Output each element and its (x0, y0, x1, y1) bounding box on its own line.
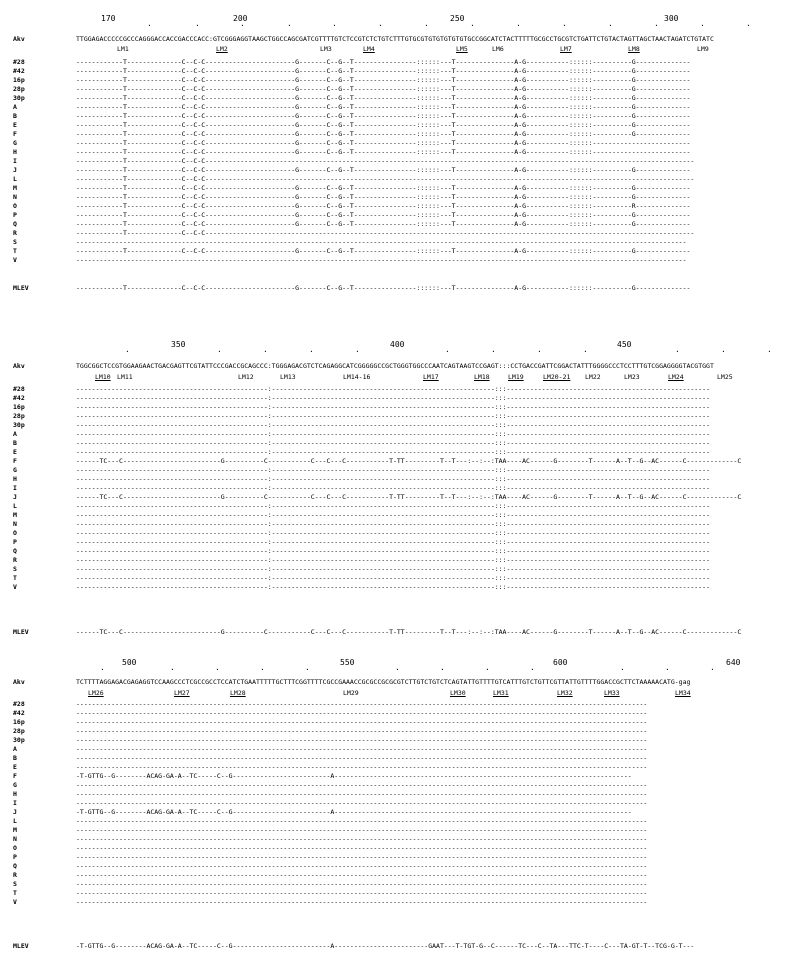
lm-label: LM17 (423, 373, 439, 381)
isolate-sequence: -------------------------------------------------:---------------------------------------------------------:::---------------------------------------------------- (76, 502, 710, 510)
position-250: 250 (450, 14, 465, 23)
isolate-label: O (13, 844, 17, 852)
isolate-sequence: -------------------------------------------------------------------------------------------------------------------------------------------------- (76, 736, 648, 744)
isolate-label: T (13, 574, 17, 582)
isolate-label: E (13, 121, 17, 129)
isolate-sequence: ------------T--------------C--C-C-----------------------G-------C--G--T----------------::::::---T---------------A-G-----------::::::----------G-------------- (76, 67, 691, 75)
tick-dot: · (332, 21, 337, 30)
isolate-label: F (13, 130, 17, 138)
isolate-label: J (13, 493, 17, 501)
isolate-label: M (13, 826, 17, 834)
isolate-sequence: -------------------------------------------------------------------------------------------------------------------------------------------------- (76, 835, 648, 843)
lm-label: LM33 (604, 689, 620, 697)
tick-dot: · (746, 21, 751, 30)
tick-dot: · (562, 21, 567, 30)
isolate-sequence: -------------------------------------------------------------------------------------------------------------------------------------------------- (76, 826, 648, 834)
isolate-label: E (13, 448, 17, 456)
tick-dot: · (700, 21, 705, 30)
tick-dot: · (537, 347, 542, 356)
tick-dot: · (485, 665, 490, 674)
tick-dot: · (516, 21, 521, 30)
isolate-label: B (13, 439, 17, 447)
isolate-sequence: ------------T--------------C--C-C-----------------------G-------C--G--T----------------::::::---T---------------A-G-----------::::::----------G-------------- (76, 193, 691, 201)
isolate-label: L (13, 175, 17, 183)
alignment-block-1 (0, 0, 800, 320)
tick-dot: · (470, 21, 475, 30)
position-550: 550 (340, 658, 355, 667)
isolate-sequence: -------------------------------------------------------------------------------------------------------------------------------------------------- (76, 763, 648, 771)
isolate-label: S (13, 238, 17, 246)
tick-dot: · (424, 21, 429, 30)
isolate-label: S (13, 565, 17, 573)
isolate-sequence: -------------------------------------------------------------------------------------------------------------------------------------------------- (76, 754, 648, 762)
isolate-label: P (13, 211, 17, 219)
tick-dot: · (100, 665, 105, 674)
tick-dot: · (721, 347, 726, 356)
lm-label: LM32 (557, 689, 573, 697)
isolate-label: L (13, 817, 17, 825)
tick-dot: · (445, 347, 450, 356)
mlev-sequence: -T-GTTG--G--------ACAG-GA-A--TC-----C--G-------------------------A------------------------GAAT---T-TGT-G--C------TC---C--TA---TTC-T----C---TA-GT-T--TCG-G-T--- (76, 942, 695, 950)
tick-dot: · (583, 347, 588, 356)
isolate-sequence: -------------------------------------------------------------------------------------------------------------------------------------------------- (76, 880, 648, 888)
isolate-sequence: ------------T--------------C--C-C-----------------------G-------C--G--T----------------::::::---T---------------A-G-----------::::::------------------------- (76, 148, 691, 156)
isolate-label: B (13, 112, 17, 120)
mlev-label: MLEV (13, 628, 29, 636)
isolate-label: I (13, 484, 17, 492)
isolate-label: O (13, 202, 17, 210)
isolate-label: Q (13, 547, 17, 555)
isolate-label: N (13, 520, 17, 528)
tick-dot: · (378, 21, 383, 30)
isolate-sequence: -T-GTTG--G--------ACAG-GA-A--TC-----C--G-------------------------A---------------------------------------------------------------------------- (76, 808, 632, 816)
isolate-sequence: ------------T--------------C--C-C-----------------------G-------C--G--T----------------::::::---T---------------A-G-----------::::::----------G-------------- (76, 247, 691, 255)
tick-dot: · (665, 665, 670, 674)
isolate-sequence: ------------T--------------C--C-C-----------------------G-------C--G--T----------------::::::---T---------------A-G-----------::::::----------G-------------- (76, 130, 691, 138)
isolate-sequence: ------------T--------------C--C-C-----------------------G-------C--G--T----------------::::::---T---------------A-G-----------::::::----------R-------------- (76, 202, 691, 210)
lm-label: LM7 (560, 45, 572, 53)
lm-label: LM20-21 (543, 373, 571, 381)
lm-label: LM29 (343, 689, 359, 697)
lm-label: LM23 (624, 373, 640, 381)
tick-dot: · (170, 665, 175, 674)
isolate-label: #42 (13, 709, 25, 717)
lm-label: LM27 (174, 689, 190, 697)
isolate-label: V (13, 583, 17, 591)
isolate-sequence: -------------------------------------------------:---------------------------------------------------------:::---------------------------------------------------- (76, 574, 710, 582)
lm-label: LM9 (697, 45, 709, 53)
isolate-label: G (13, 781, 17, 789)
mlev-label: MLEV (13, 284, 29, 292)
isolate-sequence: ------------T--------------C--C-C-----------------------G-------C--G--T----------------::::::---T---------------A-G-----------::::::----------G-------------- (76, 58, 691, 66)
tick-dot: · (125, 347, 130, 356)
isolate-sequence: -------------------------------------------------------------------------------------------------------------------------------------------------- (76, 853, 648, 861)
lm-label: LM30 (450, 689, 466, 697)
isolate-sequence: ------TC---C-------------------------G----------C-----------C---C---C-----------T-TT---------T--T---:--:--:TAA----AC------G--------T------A--T--G--AC------C-------------C (76, 457, 742, 465)
isolate-sequence: -------------------------------------------------------------------------------------------------------------------------------------------------- (76, 898, 648, 906)
lm-label: LM13 (280, 373, 296, 381)
isolate-sequence: -------------------------------------------------------------------------------------------------------------------------------------------------- (76, 799, 648, 807)
isolate-sequence: -------------------------------------------------------------------------------------------------------------------------------------------------- (76, 871, 648, 879)
isolate-sequence: -------------------------------------------------:---------------------------------------------------------:::---------------------------------------------------- (76, 448, 710, 456)
isolate-label: V (13, 898, 17, 906)
alignment-block-2 (0, 320, 800, 640)
isolate-label: O (13, 529, 17, 537)
isolate-label: 30p (13, 421, 25, 429)
position-450: 450 (617, 340, 632, 349)
lm-label: LM34 (675, 689, 691, 697)
isolate-label: B (13, 754, 17, 762)
reference-sequence: TCTTTTAGGAGACGAGAGGTCCAAGCCCTCGCCGCCTCCATCTGAATTTTTGCTTTCGGTTTTCGCCGAAACCGCGCCGCGCGTCTTGTCTGTCTCAGTATTGTTTTGTCATTTGTCTGTTCGTTATTGTTTTGGACCGCTTCTAAAAACATG-gag (76, 678, 691, 686)
isolate-sequence: -------------------------------------------------------------------------------------------------------------------------------------------------- (76, 844, 648, 852)
isolate-sequence: ------------T--------------C--C-C-----------------------G-------C--G--T----------------::::::---T---------------A-G-----------::::::----------G-------------- (76, 103, 691, 111)
alignment-block-3 (0, 640, 800, 960)
isolate-sequence: -------------------------------------------------:---------------------------------------------------------:::---------------------------------------------------- (76, 538, 710, 546)
isolate-sequence: ------------T--------------C--C-C-----------------------G-------C--G--T----------------::::::---T---------------A-G-----------::::::----------G-------------- (76, 112, 691, 120)
isolate-label: F (13, 772, 17, 780)
isolate-label: 30p (13, 94, 25, 102)
isolate-label: 28p (13, 727, 25, 735)
isolate-sequence: -------------------------------------------------:---------------------------------------------------------:::---------------------------------------------------- (76, 394, 710, 402)
isolate-sequence: ------------T--------------C--C-C-----------------------G-------C--G--T----------------::::::---T---------------A-G-----------::::::----------G-------------- (76, 211, 691, 219)
lm-label: LM10 (95, 373, 111, 381)
isolate-sequence: -------------------------------------------------:---------------------------------------------------------:::---------------------------------------------------- (76, 403, 710, 411)
lm-label: LM6 (492, 45, 504, 53)
isolate-sequence: -------------------------------------------------:---------------------------------------------------------:::---------------------------------------------------- (76, 412, 710, 420)
mlev-sequence: ------TC---C-------------------------G----------C-----------C---C---C-----------T-TT---------T--T---:--:--:TAA----AC------G--------T------A--T--G--AC------C-------------C (76, 628, 742, 636)
isolate-label: E (13, 763, 17, 771)
tick-dot: · (530, 665, 535, 674)
tick-dot: · (309, 347, 314, 356)
isolate-sequence: ------------T--------------C--C-C----------------------------------------------------------------------------------------------------------------------------- (76, 157, 695, 165)
reference-label: Akv (13, 362, 25, 370)
isolate-label: #42 (13, 67, 25, 75)
isolate-sequence: -------------------------------------------------------------------------------------------------------------------------------------------------- (76, 718, 648, 726)
isolate-label: #28 (13, 385, 25, 393)
isolate-label: A (13, 430, 17, 438)
isolate-sequence: -------------------------------------------------:---------------------------------------------------------:::---------------------------------------------------- (76, 520, 710, 528)
isolate-label: N (13, 193, 17, 201)
tick-dot: · (440, 665, 445, 674)
lm-label: LM26 (88, 689, 104, 697)
isolate-sequence: ------------T--------------C--C-C-----------------------G-------C--G--T----------------::::::---T---------------A-G-----------::::::------------------------- (76, 139, 691, 147)
isolate-label: R (13, 556, 17, 564)
tick-dot: · (287, 21, 292, 30)
position-400: 400 (390, 340, 405, 349)
isolate-sequence: -------------------------------------------------:---------------------------------------------------------:::---------------------------------------------------- (76, 439, 710, 447)
isolate-label: F (13, 457, 17, 465)
isolate-sequence: ------------------------------------------------------------------------------------------------------------------------------------------------------------ (76, 256, 687, 264)
lm-label: LM4 (363, 45, 375, 53)
tick-dot: · (710, 665, 715, 674)
isolate-label: 16p (13, 718, 25, 726)
isolate-label: P (13, 538, 17, 546)
isolate-label: Q (13, 862, 17, 870)
tick-dot: · (491, 347, 496, 356)
isolate-label: M (13, 184, 17, 192)
lm-label: LM1 (117, 45, 129, 53)
isolate-sequence: ------------T--------------C--C-C-----------------------G-------C--G--T----------------::::::---T---------------A-G-----------::::::----------G-------------- (76, 184, 691, 192)
isolate-sequence: -------------------------------------------------:---------------------------------------------------------:::---------------------------------------------------- (76, 565, 710, 573)
reference-sequence: TGGCGGCTCCGTGGAAGAACTGACGAGTTCGTATTCCCGACCGCAGCCC:TGGGAGACGTCTCAGAGGCATCGGGGGCCGCTGGGTGGCCCAATCAGTAAGTCCGAGT:::CCTGACCGATTCGGACTATTTGGGGCCCTCCTTTGTCGGAGGGGTACGTGGT (76, 362, 714, 370)
isolate-sequence: -------------------------------------------------:---------------------------------------------------------:::---------------------------------------------------- (76, 556, 710, 564)
isolate-label: V (13, 256, 17, 264)
isolate-label: P (13, 853, 17, 861)
isolate-label: M (13, 511, 17, 519)
isolate-label: #42 (13, 394, 25, 402)
lm-label: LM24 (668, 373, 684, 381)
isolate-label: R (13, 871, 17, 879)
reference-label: Akv (13, 35, 25, 43)
isolate-label: N (13, 835, 17, 843)
isolate-label: 16p (13, 76, 25, 84)
reference-label: Akv (13, 678, 25, 686)
isolate-sequence: -------------------------------------------------:---------------------------------------------------------:::---------------------------------------------------- (76, 583, 710, 591)
tick-dot: · (620, 665, 625, 674)
lm-label: LM11 (117, 373, 133, 381)
isolate-sequence: -------------------------------------------------:---------------------------------------------------------:::---------------------------------------------------- (76, 385, 710, 393)
isolate-sequence: -------------------------------------------------:---------------------------------------------------------:::---------------------------------------------------- (76, 421, 710, 429)
isolate-label: Q (13, 220, 17, 228)
isolate-sequence: -------------------------------------------------:---------------------------------------------------------:::---------------------------------------------------- (76, 484, 710, 492)
isolate-sequence: -------------------------------------------------:---------------------------------------------------------:::---------------------------------------------------- (76, 529, 710, 537)
isolate-sequence: -------------------------------------------------------------------------------------------------------------------------------------------------- (76, 727, 648, 735)
isolate-sequence: -------------------------------------------------:---------------------------------------------------------:::---------------------------------------------------- (76, 430, 710, 438)
mlev-sequence: ------------T--------------C--C-C-----------------------G-------C--G--T----------------::::::---T---------------A-G-----------::::::----------G-------------- (76, 284, 691, 292)
isolate-sequence: -------------------------------------------------------------------------------------------------------------------------------------------------- (76, 889, 648, 897)
isolate-sequence: ------------------------------------------------------------------------------------------------------------------------------------------------------------ (76, 238, 687, 246)
isolate-sequence: -------------------------------------------------:---------------------------------------------------------:::---------------------------------------------------- (76, 511, 710, 519)
isolate-sequence: ------------T--------------C--C-C-----------------------G-------C--G--T----------------::::::---T---------------A-G-----------::::::----------G-------------- (76, 76, 691, 84)
lm-label: LM31 (493, 689, 509, 697)
tick-dot: · (217, 347, 222, 356)
isolate-label: H (13, 790, 17, 798)
isolate-label: #28 (13, 58, 25, 66)
isolate-label: T (13, 247, 17, 255)
isolate-sequence: ------------T--------------C--C-C-----------------------G-------C--G--T----------------::::::---T---------------A-G-----------::::::----------G-------------- (76, 85, 691, 93)
isolate-sequence: -------------------------------------------------:---------------------------------------------------------:::---------------------------------------------------- (76, 547, 710, 555)
tick-dot: · (767, 347, 772, 356)
isolate-sequence: ------------T--------------C--C-C-----------------------G-------C--G--T----------------::::::---T---------------A-G-----------::::::----------G-------------- (76, 220, 691, 228)
isolate-label: #28 (13, 700, 25, 708)
isolate-sequence: -------------------------------------------------------------------------------------------------------------------------------------------------- (76, 862, 648, 870)
isolate-label: 28p (13, 85, 25, 93)
isolate-sequence: -------------------------------------------------:---------------------------------------------------------:::---------------------------------------------------- (76, 466, 710, 474)
lm-label: LM12 (238, 373, 254, 381)
isolate-label: A (13, 745, 17, 753)
tick-dot: · (675, 347, 680, 356)
lm-label: LM5 (456, 45, 468, 53)
isolate-label: H (13, 475, 17, 483)
tick-dot: · (215, 665, 220, 674)
mlev-label: MLEV (13, 942, 29, 950)
isolate-sequence: ------------T--------------C--C-C-----------------------G-------C--G--T----------------::::::---T---------------A-G-----------::::::----------G-------------- (76, 121, 691, 129)
isolate-label: J (13, 166, 17, 174)
isolate-sequence: ------------T--------------C--C-C-----------------------G-------C--G--T----------------::::::---T---------------A-G-----------::::::----------G-------------- (76, 166, 691, 174)
tick-dot: · (260, 665, 265, 674)
isolate-sequence: -T-GTTG--G--------ACAG-GA-A--TC-----C--G-------------------------A---------------------------------------------------------------------------- (76, 772, 632, 780)
isolate-label: 16p (13, 403, 25, 411)
isolate-label: S (13, 880, 17, 888)
isolate-label: 30p (13, 736, 25, 744)
tick-dot: · (195, 21, 200, 30)
lm-label: LM19 (508, 373, 524, 381)
lm-label: LM8 (628, 45, 640, 53)
isolate-label: I (13, 799, 17, 807)
isolate-sequence: -------------------------------------------------------------------------------------------------------------------------------------------------- (76, 817, 648, 825)
isolate-sequence: -------------------------------------------------------------------------------------------------------------------------------------------------- (76, 700, 648, 708)
isolate-label: T (13, 889, 17, 897)
tick-dot: · (305, 665, 310, 674)
lm-label: LM3 (320, 45, 332, 53)
tick-dot: · (147, 21, 152, 30)
isolate-label: G (13, 466, 17, 474)
lm-label: LM14-16 (343, 373, 371, 381)
isolate-sequence: -------------------------------------------------------------------------------------------------------------------------------------------------- (76, 790, 648, 798)
isolate-label: J (13, 808, 17, 816)
position-640: 640 (726, 658, 741, 667)
isolate-sequence: ------------T--------------C--C-C----------------------------------------------------------------------------------------------------------------------------- (76, 175, 695, 183)
isolate-label: A (13, 103, 17, 111)
isolate-sequence: -------------------------------------------------:---------------------------------------------------------:::---------------------------------------------------- (76, 475, 710, 483)
isolate-label: H (13, 148, 17, 156)
position-500: 500 (122, 658, 137, 667)
tick-dot: · (654, 21, 659, 30)
isolate-sequence: ------------T--------------C--C-C-----------------------G-------C--G--T----------------::::::---T---------------A-G-----------::::::----------G-------------- (76, 94, 691, 102)
position-350: 350 (171, 340, 186, 349)
isolate-sequence: -------------------------------------------------------------------------------------------------------------------------------------------------- (76, 709, 648, 717)
isolate-label: G (13, 139, 17, 147)
lm-label: LM22 (585, 373, 601, 381)
isolate-label: R (13, 229, 17, 237)
lm-label: LM18 (474, 373, 490, 381)
isolate-sequence: ------TC---C-------------------------G----------C-----------C---C---C-----------T-TT---------T--T---:--:--:TAA----AC------G--------T------A--T--G--AC------C-------------C (76, 493, 742, 501)
isolate-label: I (13, 157, 17, 165)
reference-sequence: TTGGAGACCCCCGCCCAGGGACCACCGACCCACC:GTCGGGAGGTAAGCTGGCCAGCGATCGTTTTGTCTCCGTCTCTGTCTTTGTGCGTGTGTGTGTGTGCCGGCATCTACTTTTTGCGCCTGCGTCTGATTCTGTACTAGTTAGCTAACTAGATCTGTATC (76, 35, 714, 43)
tick-dot: · (608, 21, 613, 30)
lm-label: LM2 (216, 45, 228, 53)
position-200: 200 (233, 14, 248, 23)
lm-label: LM28 (230, 689, 246, 697)
tick-dot: · (395, 665, 400, 674)
lm-label: LM25 (717, 373, 733, 381)
position-170: 170 (101, 14, 116, 23)
position-300: 300 (664, 14, 679, 23)
isolate-sequence: -------------------------------------------------------------------------------------------------------------------------------------------------- (76, 781, 648, 789)
position-600: 600 (553, 658, 568, 667)
isolate-label: 28p (13, 412, 25, 420)
isolate-sequence: ------------T--------------C--C-C----------------------------------------------------------------------------------------------------------------------------- (76, 229, 695, 237)
isolate-label: L (13, 502, 17, 510)
tick-dot: · (355, 347, 360, 356)
isolate-sequence: -------------------------------------------------------------------------------------------------------------------------------------------------- (76, 745, 648, 753)
tick-dot: · (240, 21, 245, 30)
tick-dot: · (263, 347, 268, 356)
